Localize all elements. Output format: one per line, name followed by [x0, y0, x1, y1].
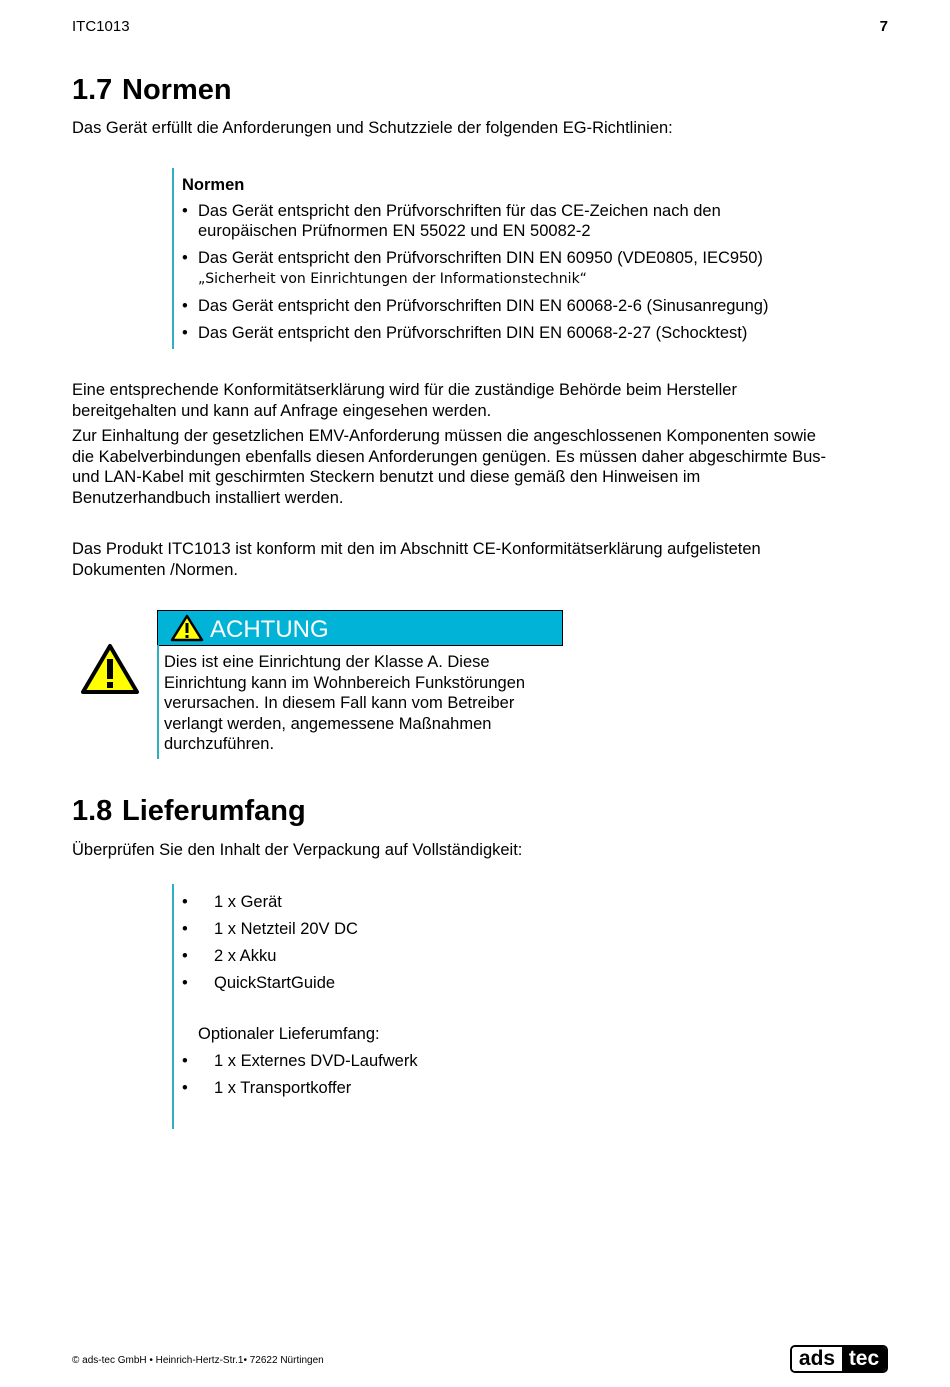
bullet-icon: •: [182, 947, 188, 965]
bullet-icon: •: [182, 202, 188, 220]
warning-header: [157, 610, 563, 646]
paragraph-emv: [72, 426, 826, 508]
logo-text-ads: ads: [792, 1347, 842, 1371]
warning-label: ACHTUNG: [210, 616, 329, 643]
bullet-icon: •: [182, 893, 188, 911]
paragraph-conformity: [72, 380, 737, 421]
warning-text: [164, 652, 525, 755]
company-logo: [790, 1345, 888, 1373]
section-title: Lieferumfang: [122, 795, 306, 827]
bullet-icon: •: [182, 974, 188, 992]
bullet-icon: •: [182, 920, 188, 938]
list-item-text: Das Gerät entspricht den Prüfvorschriften für das CE-Zeichen nach den: [198, 202, 721, 220]
warning-line: Dies ist eine Einrichtung der Klasse A. Diese: [164, 653, 490, 671]
list-item-text: 1 x Netzteil 20V DC: [214, 920, 358, 938]
paragraph-line: und LAN-Kabel mit geschirmten Steckern benutzt und diese gemäß den Hinweisen im: [72, 468, 701, 486]
bullet-icon: •: [182, 324, 188, 342]
paragraph-line: bereitgehalten und kann auf Anfrage eingesehen werden.: [72, 401, 492, 420]
list-item-text: 2 x Akku: [214, 947, 277, 965]
paragraph-line: Benutzerhandbuch installiert werden.: [72, 488, 344, 507]
list-item-text: Das Gerät entspricht den Prüfvorschriften DIN EN 60068-2-6 (Sinusanregung): [198, 297, 769, 315]
footer-text: © ads-tec GmbH • Heinrich-Hertz-Str.1• 72622 Nürtingen: [72, 1355, 324, 1366]
paragraph-line: Das Produkt ITC1013 ist konform mit den im Abschnitt CE-Konformitätserklärung aufgelisteten: [72, 540, 761, 558]
list-item-text: europäischen Prüfnormen EN 55022 und EN 50082-2: [198, 222, 591, 240]
warning-line: verursachen. In diesem Fall kann vom Betreiber: [164, 694, 515, 712]
optional-title: Optionaler Lieferumfang:: [198, 1025, 380, 1043]
paragraph-line: Eine entsprechende Konformitätserklärung wird für die zuständige Behörde beim Hersteller: [72, 381, 737, 399]
list-item-text: „Sicherheit von Einrichtungen der Informationstechnik“: [198, 271, 587, 287]
paragraph-product: [72, 539, 761, 580]
list-item-text: Das Gerät entspricht den Prüfvorschriften DIN EN 60950 (VDE0805, IEC950): [198, 249, 763, 267]
paragraph-line: Zur Einhaltung der gesetzlichen EMV-Anforderung müssen die angeschlossenen Komponenten sowie: [72, 427, 816, 445]
logo-text-tec: tec: [842, 1347, 886, 1371]
warning-line: Einrichtung kann im Wohnbereich Funkstörungen: [164, 673, 526, 692]
paragraph-line: Dokumenten /Normen.: [72, 560, 238, 579]
page-number: 7: [879, 18, 888, 35]
list-item-text: 1 x Transportkoffer: [214, 1079, 352, 1097]
delivery-box-bar: [172, 884, 174, 1129]
bullet-icon: •: [182, 249, 188, 267]
section-heading-norms: [72, 74, 232, 107]
list-item-text: QuickStartGuide: [214, 974, 336, 992]
section-heading-delivery: [72, 795, 306, 828]
section-title: Normen: [122, 74, 232, 106]
warning-small-icon: [170, 614, 204, 642]
warning-line: durchzuführen.: [164, 735, 275, 753]
paragraph-line: die Kabelverbindungen ebenfalls diesen Anforderungen genügen. Es müssen daher abgeschirmte Bus-: [72, 447, 827, 466]
norms-box-bar: [172, 168, 174, 349]
section-number: 1.7: [72, 74, 113, 106]
list-item-text: 1 x Gerät: [214, 893, 282, 911]
norms-box-title: Normen: [182, 176, 245, 194]
list-item-text: 1 x Externes DVD-Laufwerk: [214, 1052, 418, 1070]
bullet-icon: •: [182, 1052, 188, 1070]
delivery-intro: Überprüfen Sie den Inhalt der Verpackung auf Vollständigkeit:: [72, 841, 523, 859]
bullet-icon: •: [182, 1079, 188, 1097]
warning-box-bar: [157, 645, 159, 759]
norms-intro: Das Gerät erfüllt die Anforderungen und Schutzziele der folgenden EG-Richtlinien:: [72, 119, 673, 137]
header-doc-title: ITC1013: [72, 18, 130, 35]
warning-icon: [80, 643, 140, 695]
section-number: 1.8: [72, 795, 113, 827]
list-item-text: Das Gerät entspricht den Prüfvorschriften DIN EN 60068-2-27 (Schocktest): [198, 324, 748, 342]
warning-line: verlangt werden, angemessene Maßnahmen: [164, 714, 492, 733]
bullet-icon: •: [182, 297, 188, 315]
